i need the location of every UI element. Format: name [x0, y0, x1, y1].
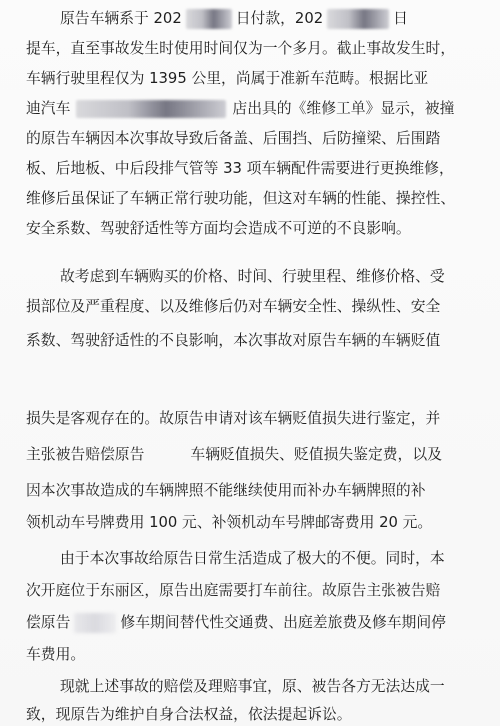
text-segment: 现就上述事故的赔偿及理赔事宜，原、被告各方无法达成一 [60, 678, 445, 695]
paragraph-1-line-5 [26, 124, 440, 154]
text-segment: 主张被告赔偿原告 [26, 446, 145, 463]
paragraph-4-line-1 [60, 672, 445, 702]
text-segment: 的原告车辆因本次事故导致后备盖、后围挡、后防撞梁、后围踏 [26, 130, 441, 147]
text-segment: 损失是客观存在的。故原告申请对该车辆贬值损失进行鉴定，并 [26, 410, 441, 427]
text-segment: 原告车辆系于 202 [60, 10, 182, 27]
paragraph-3-line-3 [26, 608, 446, 638]
paragraph-2-line-5 [26, 440, 442, 470]
text-segment: 由于本次事故给原告日常生活造成了极大的不便。同时，本 [60, 550, 445, 567]
text-segment: 致，现原告为维护自身合法权益，依法提起诉讼。 [26, 706, 352, 723]
redaction-mark [76, 100, 226, 118]
redaction-mark [327, 9, 389, 29]
paragraph-4-line-2 [26, 700, 352, 726]
text-segment: 故考虑到车辆购买的价格、时间、行驶里程、维修价格、受 [60, 268, 445, 285]
paragraph-2-line-6 [26, 476, 426, 506]
text-segment: 提车，直至事故发生时使用时间仅为一个多月。截止事故发生时， [26, 40, 456, 57]
paragraph-1-line-3 [26, 64, 428, 94]
text-segment: 板、后地板、中后段排气管等 33 项车辆配件需要进行更换维修， [26, 160, 454, 177]
paragraph-2-line-2 [26, 292, 440, 322]
redaction-mark [74, 613, 116, 633]
text-segment: 损部位及严重程度、以及维修后仍对车辆安全性、操纵性、安全 [26, 298, 441, 315]
paragraph-2-line-4 [26, 404, 440, 434]
text-segment: 车辆贬值损失、贬值损失鉴定费，以及 [190, 446, 442, 463]
paragraph-3-line-4 [26, 640, 85, 670]
text-segment: 次开庭位于东丽区，原告出庭需要打车前往。故原告主张被告赔 [26, 582, 441, 599]
paragraph-3-line-1 [60, 544, 445, 574]
paragraph-1-line-1 [60, 4, 408, 34]
paragraph-2-line-7 [26, 508, 432, 538]
text-segment: 因本次事故造成的车辆牌照不能继续使用而补办车辆牌照的补 [26, 482, 426, 499]
text-segment: 车费用。 [26, 646, 86, 663]
text-segment: 车辆行驶里程仅为 1395 公里，尚属于准新车范畴。根据比亚 [26, 70, 429, 87]
text-segment: 维修后虽保证了车辆正常行驶功能，但这对车辆的性能、操控性、 [26, 190, 456, 207]
paragraph-1-line-7 [26, 184, 455, 214]
text-segment: 迪汽车 [26, 100, 71, 117]
text-segment: 店出具的《维修工单》显示，被撞 [232, 100, 455, 117]
redaction-mark [186, 9, 232, 29]
paragraph-3-line-2 [26, 576, 440, 606]
paragraph-1-line-8 [26, 214, 411, 244]
text-segment: 领机动车号牌费用 100 元、补领机动车号牌邮寄费用 20 元。 [26, 514, 433, 531]
text-segment: 日 [393, 10, 408, 27]
text-segment: 偿原告 [26, 614, 71, 631]
paragraph-2-line-1 [60, 262, 445, 292]
text-segment: 安全系数、驾驶舒适性等方面均会造成不可逆的不良影响。 [26, 220, 411, 237]
text-segment: 修车期间替代性交通费、出庭差旅费及修车期间停 [120, 614, 446, 631]
paragraph-1-line-6 [26, 154, 454, 184]
paragraph-1-line-4 [26, 94, 454, 124]
paragraph-1-line-2 [26, 34, 455, 64]
text-segment: 系数、驾驶舒适性的不良影响，本次事故对原告车辆的车辆贬值 [26, 332, 441, 349]
paragraph-2-line-3 [26, 326, 440, 356]
text-segment: 日付款，202 [235, 10, 324, 27]
